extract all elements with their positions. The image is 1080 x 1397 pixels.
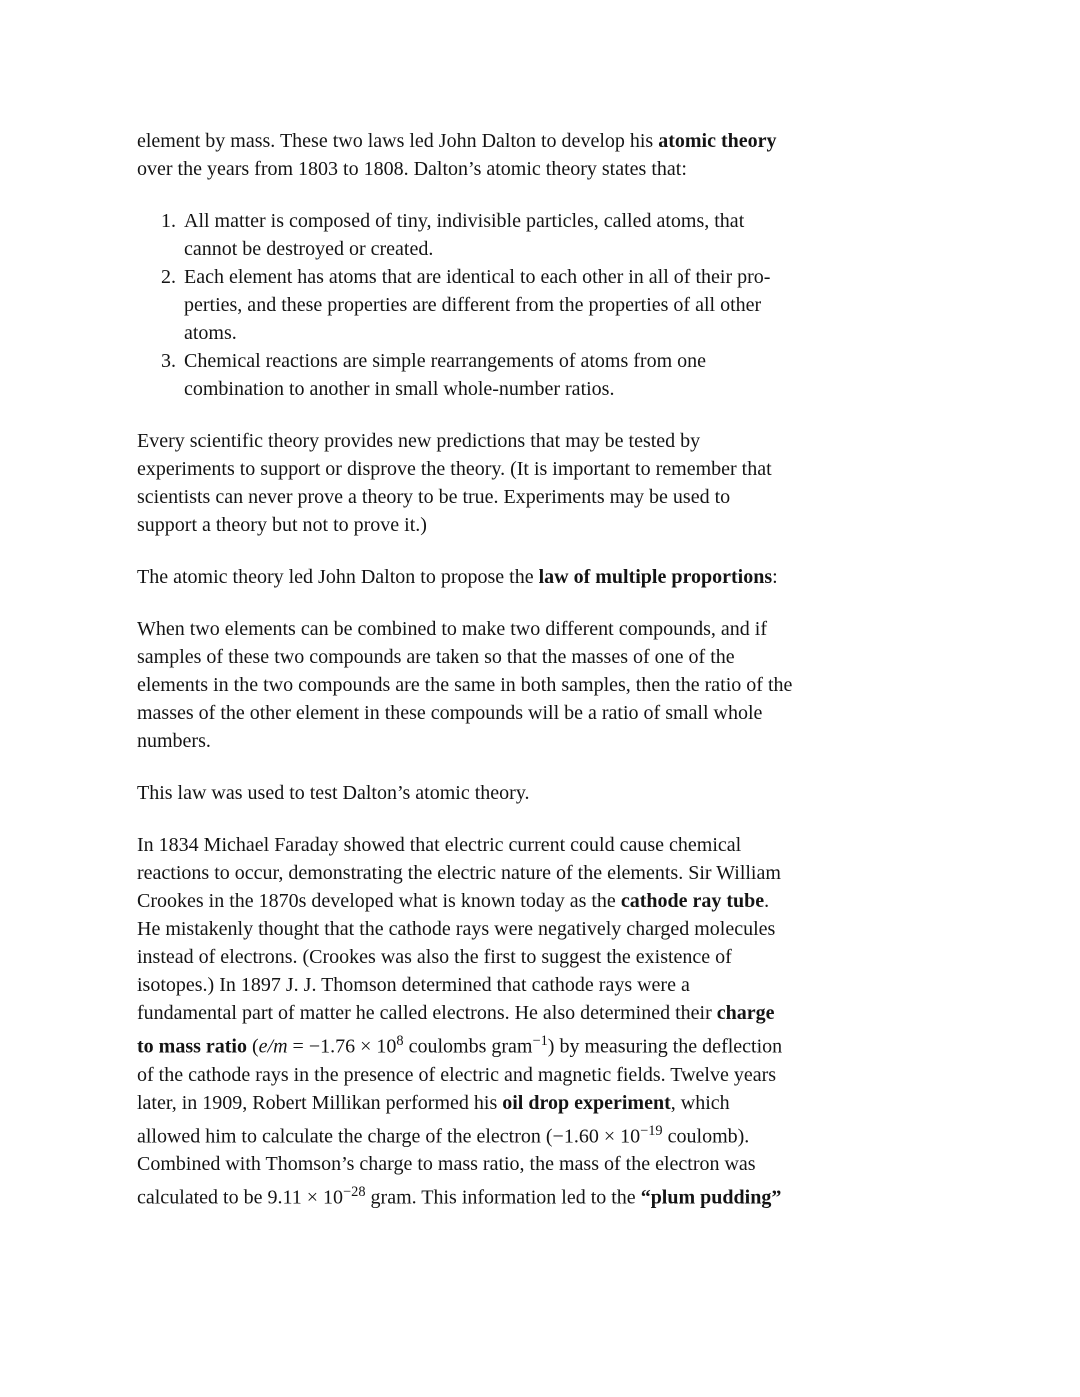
- text-line: [137, 971, 1017, 999]
- text-run: 8: [396, 1033, 404, 1049]
- list-item-content: [184, 263, 1017, 347]
- text-run: samples of these two compounds are taken so that the masses of one of the: [137, 646, 735, 668]
- text-line: [137, 155, 1017, 183]
- text-line: [137, 671, 1017, 699]
- text-run: , which: [670, 1091, 730, 1114]
- text-run: calculated to be 9.11 × 10: [137, 1186, 344, 1209]
- list-item-content: [184, 347, 1017, 403]
- text-line: [137, 1089, 1017, 1117]
- text-run: atoms.: [184, 322, 237, 344]
- text-run: isotopes.) In 1897 J. J. Thomson determined that cathode rays were a: [137, 974, 690, 996]
- text-line: [137, 727, 1017, 755]
- text-run: In 1834 Michael Faraday showed that electric current could cause chemical: [137, 834, 742, 856]
- text-run: charge: [716, 1002, 775, 1024]
- text-run: −1: [532, 1033, 548, 1049]
- text-line: [137, 1027, 1017, 1061]
- list-item: [137, 263, 1017, 347]
- list-item: [137, 347, 1017, 403]
- text-run: :: [772, 566, 778, 588]
- text-line: [137, 859, 1017, 887]
- text-run: element by mass. These two laws led John Dalton to develop his: [137, 130, 659, 152]
- text-line: [137, 699, 1017, 727]
- text-run: of the cathode rays in the presence of electric and magnetic fields. Twelve years: [137, 1063, 777, 1086]
- text-line: [137, 1061, 1017, 1089]
- text-line: [184, 375, 1017, 403]
- text-run: Every scientific theory provides new predictions that may be tested by: [137, 430, 701, 452]
- text-run: Crookes in the 1870s developed what is known today as the: [137, 890, 621, 912]
- text-line: [137, 915, 1017, 943]
- text-line: [137, 643, 1017, 671]
- text-line: [137, 427, 1017, 455]
- text-run: Combined with Thomson’s charge to mass ratio, the mass of the electron was: [137, 1153, 756, 1176]
- text-run: oil drop experiment: [502, 1091, 671, 1114]
- paragraph: [137, 779, 1017, 807]
- text-run: numbers.: [137, 730, 211, 752]
- text-run: experiments to support or disprove the theory. (It is important to remember that: [137, 458, 772, 480]
- paragraph: [137, 615, 1017, 755]
- text-line: [137, 779, 1017, 807]
- paragraph: [137, 831, 1017, 1212]
- text-run: to mass ratio: [137, 1035, 247, 1058]
- text-line: [137, 563, 1017, 591]
- text-line: [137, 831, 1017, 859]
- text-run: Each element has atoms that are identical to each other in all of their pro-: [184, 266, 771, 288]
- text-run: −28: [343, 1184, 366, 1201]
- text-line: [137, 1150, 1017, 1178]
- text-run: (: [246, 1035, 259, 1058]
- text-line: [137, 887, 1017, 915]
- text-run: perties, and these properties are different from the properties of all other: [184, 294, 762, 316]
- text-run: = −1.76 × 10: [287, 1035, 397, 1058]
- text-run: masses of the other element in these compounds will be a ratio of small whole: [137, 702, 763, 724]
- text-run: He mistakenly thought that the cathode rays were negatively charged molecules: [137, 918, 776, 940]
- text-run: support a theory but not to prove it.): [137, 514, 427, 536]
- text-run: This law was used to test Dalton’s atomic theory.: [137, 782, 530, 804]
- text-run: fundamental part of matter he called electrons. He also determined their: [137, 1002, 717, 1024]
- text-run: allowed him to calculate the charge of the electron (−1.60 × 10: [137, 1125, 641, 1148]
- text-run: coulomb).: [662, 1125, 750, 1148]
- paragraph: [137, 127, 1017, 183]
- text-line: [137, 1178, 1017, 1212]
- paragraph: [137, 563, 1017, 591]
- text-run: over the years from 1803 to 1808. Dalton’s atomic theory states that:: [137, 158, 687, 180]
- text-line: [137, 483, 1017, 511]
- text-line: [137, 615, 1017, 643]
- list-item-number: 3.: [161, 350, 176, 372]
- text-run: gram. This information led to the: [365, 1186, 641, 1209]
- text-line: [184, 319, 1017, 347]
- text-run: ) by measuring the deflection: [547, 1035, 783, 1058]
- text-run: −19: [640, 1122, 663, 1139]
- text-line: [137, 1117, 1017, 1151]
- text-run: reactions to occur, demonstrating the electric nature of the elements. Sir William: [137, 862, 781, 884]
- text-run: atomic theory: [658, 130, 777, 152]
- text-run: instead of electrons. (Crookes was also the first to suggest the existence of: [137, 946, 732, 968]
- text-run: Chemical reactions are simple rearrangements of atoms from one: [184, 350, 707, 372]
- text-line: [184, 263, 1017, 291]
- text-line: [137, 455, 1017, 483]
- text-line: [137, 999, 1017, 1027]
- paragraph: [137, 427, 1017, 539]
- text-line: [184, 207, 1017, 235]
- numbered-list: [137, 207, 1017, 403]
- text-run: scientists can never prove a theory to be true. Experiments may be used to: [137, 486, 731, 508]
- list-item-number: 2.: [161, 266, 176, 288]
- text-run: later, in 1909, Robert Millikan performed his: [137, 1091, 503, 1114]
- text-run: coulombs gram: [403, 1035, 533, 1058]
- text-run: “plum pudding”: [640, 1186, 782, 1209]
- text-run: cannot be destroyed or created.: [184, 238, 434, 260]
- list-item: [137, 207, 1017, 263]
- text-line: [184, 291, 1017, 319]
- document-body: [137, 127, 1017, 1212]
- list-item-number: 1.: [161, 210, 176, 232]
- list-item-content: [184, 207, 1017, 263]
- text-line: [184, 235, 1017, 263]
- text-run: e/m: [258, 1035, 288, 1058]
- text-run: law of multiple proportions: [538, 566, 773, 588]
- text-run: cathode ray tube: [620, 890, 765, 912]
- text-run: The atomic theory led John Dalton to propose the: [137, 566, 539, 588]
- text-run: elements in the two compounds are the same in both samples, then the ratio of the: [137, 674, 793, 696]
- text-run: .: [764, 890, 770, 912]
- text-run: All matter is composed of tiny, indivisible particles, called atoms, that: [184, 210, 745, 232]
- text-line: [137, 511, 1017, 539]
- text-line: [137, 127, 1017, 155]
- text-run: When two elements can be combined to make two different compounds, and if: [137, 618, 767, 640]
- text-run: combination to another in small whole-number ratios.: [184, 378, 615, 400]
- text-line: [184, 347, 1017, 375]
- text-line: [137, 943, 1017, 971]
